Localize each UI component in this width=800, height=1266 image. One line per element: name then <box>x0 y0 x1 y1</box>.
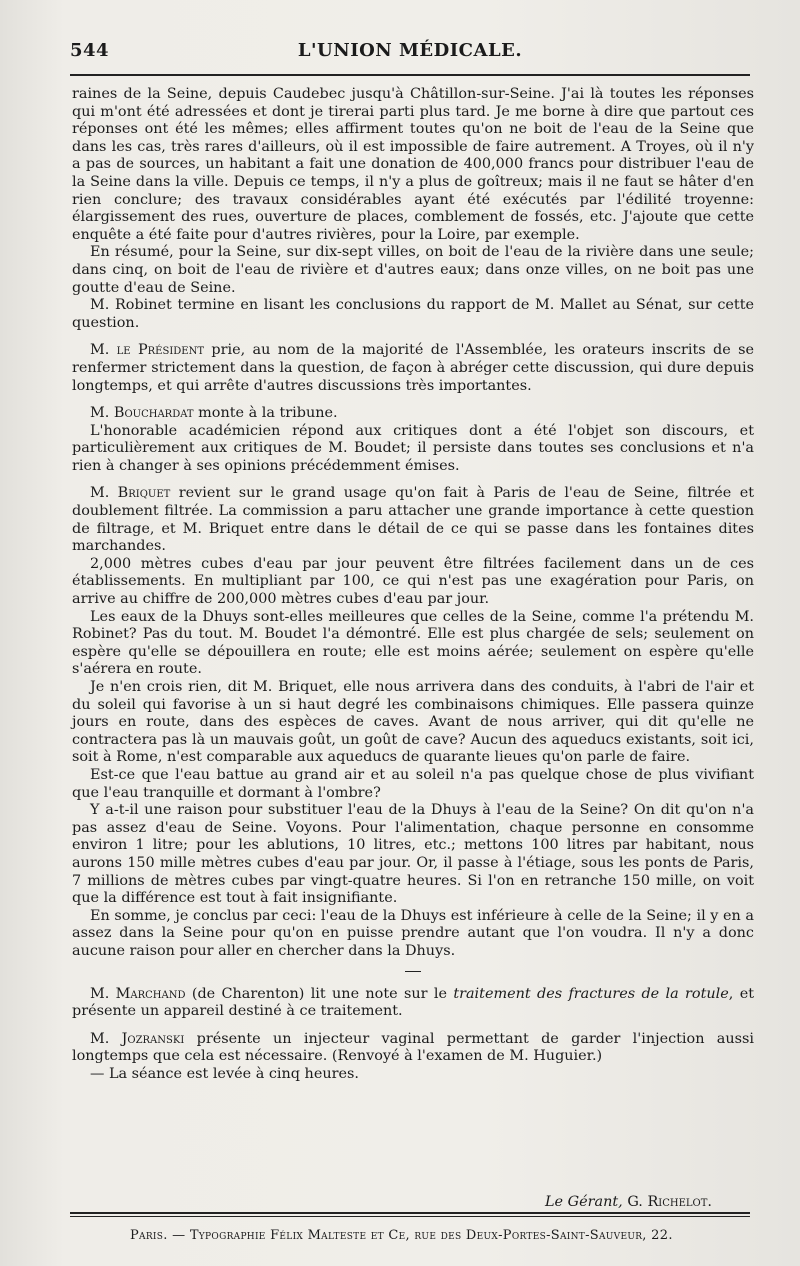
speaker-name: M. le Président <box>90 342 205 359</box>
signature-role: Le Gérant, <box>545 1194 623 1210</box>
paragraph: Est-ce que l'eau battue au grand air et au soleil n'a pas quelque chose de plus vivifiant que l'eau tranquille et dormant à l'ombre? <box>72 766 754 801</box>
paragraph: raines de la Seine, depuis Caudebec jusqu'à Châtillon-sur-Seine. J'ai là toutes les réponses qui m'ont été adressées et dont je tirerai parti plus tard. Je me borne à dire que partout ces réponses ont été les mêmes; elles affirment toutes qu'on ne boit de l'eau de la Seine que dans les cas, très rares d'ailleurs, où il est impossible de faire autrement. A Troyes, où il n'y a pas de sources, un habitant a fait une donation de 400,000 francs pour distribuer l'eau de la Seine dans la ville. Depuis ce temps, il n'y a plus de goîtreux; mais il ne faut se hâter d'en rien conclure; des travaux considérables ayant été exécutés par l'édilité troyenne: élargissement des rues, ouverture de places, comblement de fossés, etc. J'ajoute que cette enquête a été faite pour d'autres rivières, pour la Loire, par exemple. <box>72 86 754 243</box>
speaker-name: M. Briquet <box>90 485 171 502</box>
running-header <box>70 38 750 64</box>
printer-imprint: Paris. — Typographie Félix Malteste et Ce, rue des Deux-Portes-Saint-Sauveur, 22. <box>130 1228 673 1243</box>
italic-title: traitement des fractures de la rotule <box>453 985 729 1002</box>
signature-name: G. Richelot. <box>627 1194 712 1210</box>
speaker-name: M. Bouchardat <box>90 405 194 422</box>
paragraph: En somme, je conclus par ceci: l'eau de la Dhuys est inférieure à celle de la Seine; il y en a assez dans la Seine pour qu'on en puisse prendre autant que l'on voudra. Il n'y a donc aucune raison pour aller en chercher dans la Dhuys. <box>72 907 754 959</box>
header-rule <box>70 74 750 76</box>
footer-rule <box>70 1212 750 1214</box>
paragraph: M. Bouchardat monte à la tribune. <box>90 405 338 422</box>
paragraph: M. le Président prie, au nom de la majorité de l'Assemblée, les orateurs inscrits de se renfermer strictement dans la question, de façon à abréger cette discussion, qui dure depuis longtemps, et qui arrête d'autres discussions très importantes. <box>72 342 754 394</box>
paragraph: L'honorable académicien répond aux critiques dont a été l'objet son discours, et particulièrement aux critiques de M. Boudet; il persiste dans toutes ses conclusions et n'a rien à changer à ses opinions précédemment émises. <box>72 422 754 474</box>
signature <box>72 1194 712 1210</box>
journal-title: L'UNION MÉDICALE. <box>297 40 523 61</box>
paragraph: En résumé, pour la Seine, sur dix-sept villes, on boit de l'eau de la rivière dans une seule; dans cinq, on boit de l'eau de rivière et d'autres eaux; dans onze villes, on ne boit pas une goutte d'eau de Seine. <box>72 244 754 296</box>
footer-rule-thin <box>70 1216 750 1217</box>
article-body <box>72 86 754 1083</box>
speaker-name: M. Jozranski <box>90 1030 185 1047</box>
paragraph: M. Marchand (de Charenton) lit une note sur le traitement des fractures de la rotule, et présente un appareil destiné à ce traitement. <box>72 985 754 1020</box>
paragraph: 2,000 mètres cubes d'eau par jour peuvent être filtrées facilement dans un de ces établissements. En multipliant par 100, ce qui n'est pas une exagération pour Paris, on arrive au chiffre de 200,000 mètres cubes d'eau par jour. <box>72 555 754 608</box>
paragraph: M. Jozranski présente un injecteur vaginal permettant de garder l'injection aussi longtemps que cela est nécessaire. (Renvoyé à l'examen de M. Huguier.) <box>72 1030 754 1065</box>
section-separator <box>405 971 421 972</box>
paragraph: Les eaux de la Dhuys sont-elles meilleures que celles de la Seine, comme l'a prétendu M. Robinet? Pas du tout. M. Boudet l'a démontré. Elle est plus chargée de sels; seulement on espère qu'elle se dépouillera en route; elle est moins aérée; seulement on espère qu'elle s'aérera en route. <box>72 608 754 678</box>
paragraph: M. Robinet termine en lisant les conclusions du rapport de M. Mallet au Sénat, sur cette question. <box>72 297 754 331</box>
paragraph: M. Briquet revient sur le grand usage qu'on fait à Paris de l'eau de Seine, filtrée et doublement filtrée. La commission a paru attacher une grande importance à cette question de filtrage, et M. Briquet entre dans le détail de ce qui se passe dans les fontaines dites marchandes. <box>72 485 754 555</box>
paragraph: — La séance est levée à cinq heures. <box>90 1065 359 1082</box>
paragraph: Y a-t-il une raison pour substituer l'eau de la Dhuys à l'eau de la Seine? On dit qu'on n'a pas assez d'eau de Seine. Voyons. Pour l'alimentation, chaque personne en consomme environ 1 litre; pour les ablutions, 10 litres, etc.; mettons 100 litres par habitant, nous aurons 150 mille mètres cubes d'eau par jour. Or, il passe à l'étiage, sous les ponts de Paris, 7 millions de mètres cubes par vingt-quatre heures. Si l'on en retranche 150 mille, on voit que la différence est tout à fait insignifiante. <box>72 802 754 907</box>
paragraph: Je n'en crois rien, dit M. Briquet, elle nous arrivera dans des conduits, à l'abri de l'air et du soleil qui favorise à un si haut degré les combinaisons chimiques. Elle passera quinze jours en route, dans des espèces de caves. Avant de nous arriver, qui dit qu'elle ne contractera pas là un mauvais goût, un goût de cave? Aucun des aqueducs existants, soit ici, soit à Rome, n'est comparable aux aqueducs de quarante lieues qu'on parle de faire. <box>72 679 754 766</box>
speaker-name: M. Marchand <box>90 985 186 1002</box>
page-number: 544 <box>70 40 110 61</box>
